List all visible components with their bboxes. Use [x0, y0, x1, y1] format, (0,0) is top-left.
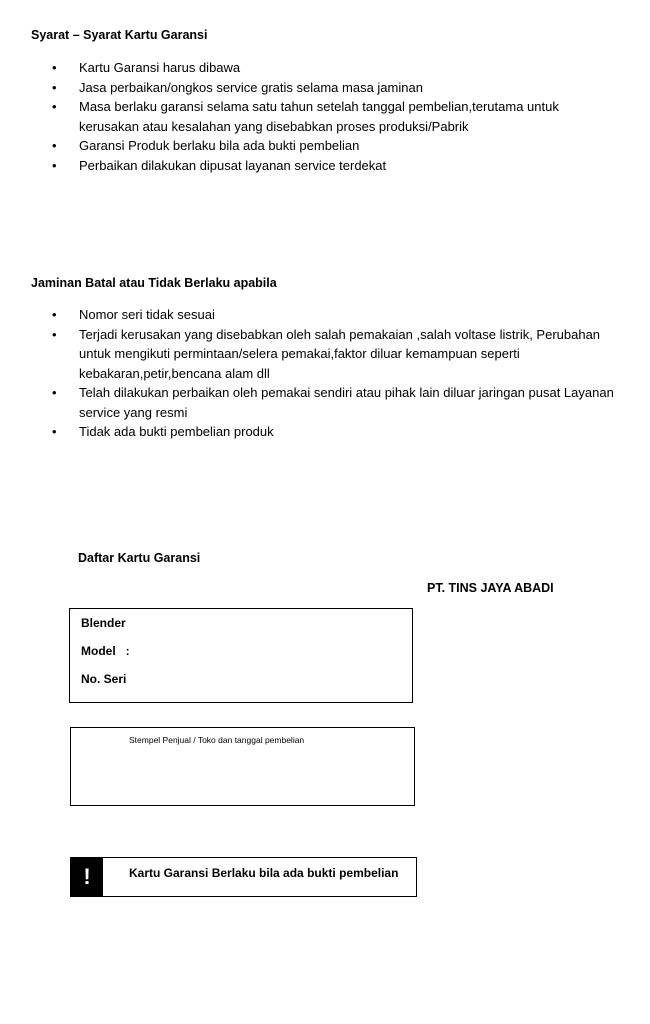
terms-title: Syarat – Syarat Kartu Garansi: [31, 28, 208, 42]
stamp-box: [70, 727, 415, 806]
stamp-label: Stempel Penjual / Toko dan tanggal pembelian: [129, 735, 305, 745]
company-name: PT. TINS JAYA ABADI: [427, 581, 554, 595]
void-conditions-title: Jaminan Batal atau Tidak Berlaku apabila: [31, 276, 277, 290]
product-name: Blender: [81, 616, 126, 630]
list-item: • Kartu Garansi harus dibawa: [52, 58, 622, 78]
void-conditions-list: [52, 305, 627, 442]
serial-field-label: No. Seri: [81, 672, 127, 686]
list-item: • Garansi Produk berlaku bila ada bukti pembelian: [52, 136, 622, 156]
exclamation-icon: !: [71, 858, 103, 896]
list-item: • Terjadi kerusakan yang disebabkan oleh salah pemakaian ,salah voltase listrik, Perubahan untuk mengikuti permintaan/selera pemakai,faktor diluar kemampuan seperti kebakaran,petir,bencana alam dll: [52, 325, 627, 384]
terms-list: [52, 58, 622, 175]
list-item: • Telah dilakukan perbaikan oleh pemakai sendiri atau pihak lain diluar jaringan pusat Layanan service yang resmi: [52, 383, 627, 422]
notice-box: [70, 857, 417, 897]
list-item: • Perbaikan dilakukan dipusat layanan service terdekat: [52, 156, 622, 176]
registration-title: Daftar Kartu Garansi: [78, 551, 201, 565]
model-field-label: Model :: [81, 644, 130, 658]
list-item: • Masa berlaku garansi selama satu tahun setelah tanggal pembelian,terutama untuk kerusakan atau kesalahan yang disebabkan proses produksi/Pabrik: [52, 97, 622, 136]
product-info-box: [69, 608, 413, 703]
notice-text: Kartu Garansi Berlaku bila ada bukti pembelian: [129, 866, 399, 880]
list-item: • Nomor seri tidak sesuai: [52, 305, 627, 325]
list-item: • Jasa perbaikan/ongkos service gratis selama masa jaminan: [52, 78, 622, 98]
list-item: • Tidak ada bukti pembelian produk: [52, 422, 627, 442]
